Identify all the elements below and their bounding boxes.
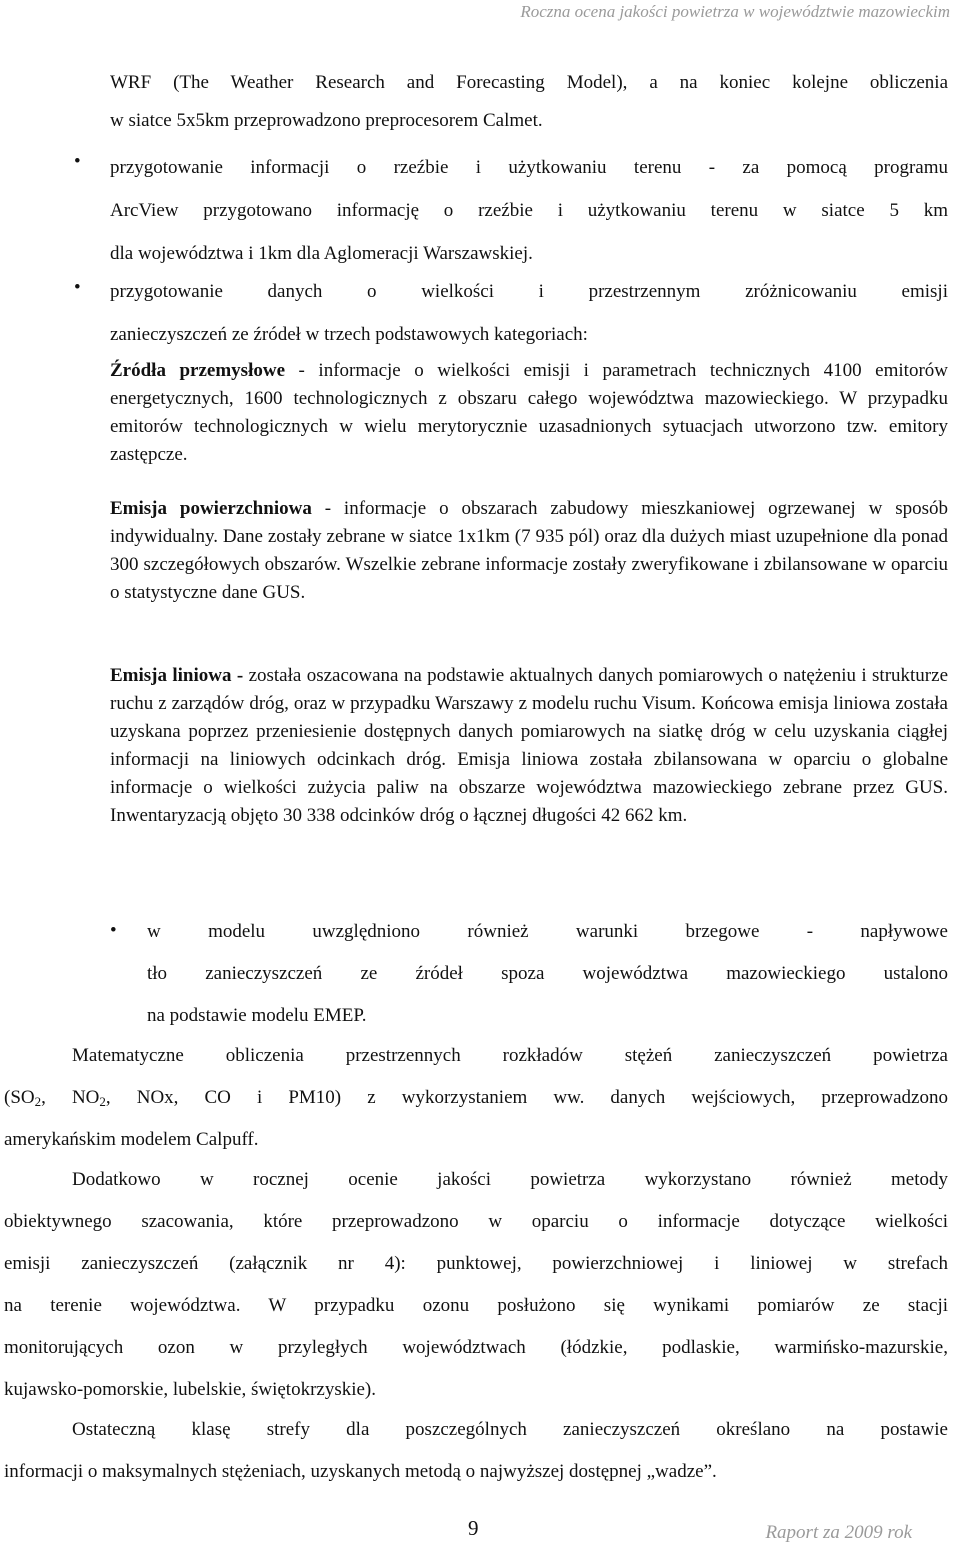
category-text: - informacje o obszarach zabudowy mieszkaniowej ogrzewanej w sposób indywidualny. Dane zostały zebrane w siatce 1x1km (7 935 pól) oraz dla dużych miast uzupełnione dla ponad 300 szczegółowych obszarów. Wszelkie zebrane informacje zostały zweryfikowane i zbilansowane w oparciu o statystyczne dane GUS. [110, 498, 948, 603]
paragraph-calculations [4, 1035, 948, 1161]
category-industrial [110, 357, 948, 469]
text-line: na podstawie modelu EMEP. [147, 1005, 367, 1026]
text-line: ($SO_2$, $NO_2$, NOx, CO i PM10) z wykorzystaniem ww. danych wejściowych, przeprowadzono [4, 1087, 948, 1109]
text-line: monitorujących ozon w przyległych województwach (łódzkie, podlaskie, warmińsko-mazurskie, [4, 1337, 948, 1358]
text-line: Ostateczną klasę strefy dla poszczególnych zanieczyszczeń określano na postawie [72, 1419, 948, 1440]
report-label: Raport za 2009 rok [765, 1522, 912, 1543]
bullet-icon: • [110, 920, 117, 941]
category-surface [110, 495, 948, 607]
text-line: dla województwa i 1km dla Aglomeracji Warszawskiej. [110, 243, 533, 264]
paragraph-final-classification [4, 1409, 948, 1493]
continuation-text [110, 64, 948, 140]
bullet-icon: • [74, 151, 81, 172]
text-line: amerykańskim modelem Calpuff. [4, 1129, 259, 1150]
running-header: Roczna ocena jakości powietrza w województwie mazowieckim [520, 2, 950, 21]
text-line: informacji o maksymalnych stężeniach, uzyskanych metodą o najwyższej dostępnej „wadze”. [4, 1461, 717, 1482]
bullet-item-emissions [110, 270, 948, 356]
text-line: przygotowanie informacji o rzeźbie i użytkowaniu terenu - za pomocą programu [110, 157, 948, 178]
paragraph-additional-methods [4, 1159, 948, 1411]
category-text: została oszacowana na podstawie aktualnych danych pomiarowych o natężeniu i strukturze ruchu z zarządów dróg, oraz w przypadku Warszawy z modelu ruchu Visum. Końcowa emisja liniowa została uzyskana poprzez przeniesienie dostępnych danych pomiarowych na siatkę dróg w celu uzyskania ciągłej informacji na liniowych odcinkach dróg. Emisja liniowa została zbilansowana w oparciu o globalne informacje o wielkości zużycia paliw na obszarze województwa mazowieckiego zebrane przez GUS. Inwentaryzacją objęto 30 338 odcinków dróg o łącznej długości 42 662 km. [110, 665, 949, 826]
text-line: ArcView przygotowano informację o rzeźbie i użytkowaniu terenu w siatce 5 km [110, 200, 948, 221]
text-line: Dodatkowo w rocznej ocenie jakości powietrza wykorzystano również metody [72, 1169, 948, 1190]
page-number: 9 [468, 1516, 479, 1540]
text-line: Matematyczne obliczenia przestrzennych rozkładów stężeń zanieczyszczeń powietrza [72, 1045, 948, 1066]
category-label: Emisja liniowa - [110, 665, 244, 686]
text-line: kujawsko-pomorskie, lubelskie, świętokrzyskie). [4, 1379, 377, 1400]
bullet-icon: • [74, 277, 81, 298]
text-line: na terenie województwa. W przypadku ozonu posłużono się wynikami pomiarów ze stacji [4, 1295, 948, 1316]
category-text: - informacje o wielkości emisji i parametrach technicznych 4100 emitorów energetycznych, 1600 technologicznych z obszaru całego województwa mazowieckiego. W przypadku emitorów technologicznych w wielu merytorycznie uzasadnionych sytuacjach utworzono tzw. emitory zastępcze. [110, 360, 948, 465]
category-linear [110, 662, 948, 830]
text-line: zanieczyszczeń ze źródeł w trzech podstawowych kategoriach: [110, 324, 588, 345]
category-label: Źródła przemysłowe [110, 360, 286, 381]
text-line: przygotowanie danych o wielkości i przestrzennym zróżnicowaniu emisji [110, 281, 948, 302]
text-line: obiektywnego szacowania, które przeprowadzono w oparciu o informacje dotyczące wielkości [4, 1211, 948, 1232]
bullet-item-terrain [110, 146, 948, 275]
text-line: w modelu uwzględniono również warunki brzegowe - napływowe [147, 921, 948, 942]
text-line: WRF (The Weather Research and Forecasting Model), a na koniec kolejne obliczenia [110, 72, 948, 93]
text-line: emisji zanieczyszczeń (załącznik nr 4): punktowej, powierzchniowej i liniowej w strefach [4, 1253, 948, 1274]
category-label: Emisja powierzchniowa [110, 498, 312, 519]
text-line: w siatce 5x5km przeprowadzono preprocesorem Calmet. [110, 110, 543, 131]
text-line: tło zanieczyszczeń ze źródeł spoza województwa mazowieckiego ustalono [147, 963, 948, 984]
subscript: 2 [99, 1094, 106, 1109]
bullet-item-boundary [147, 911, 948, 1037]
subscript: 2 [34, 1094, 42, 1109]
